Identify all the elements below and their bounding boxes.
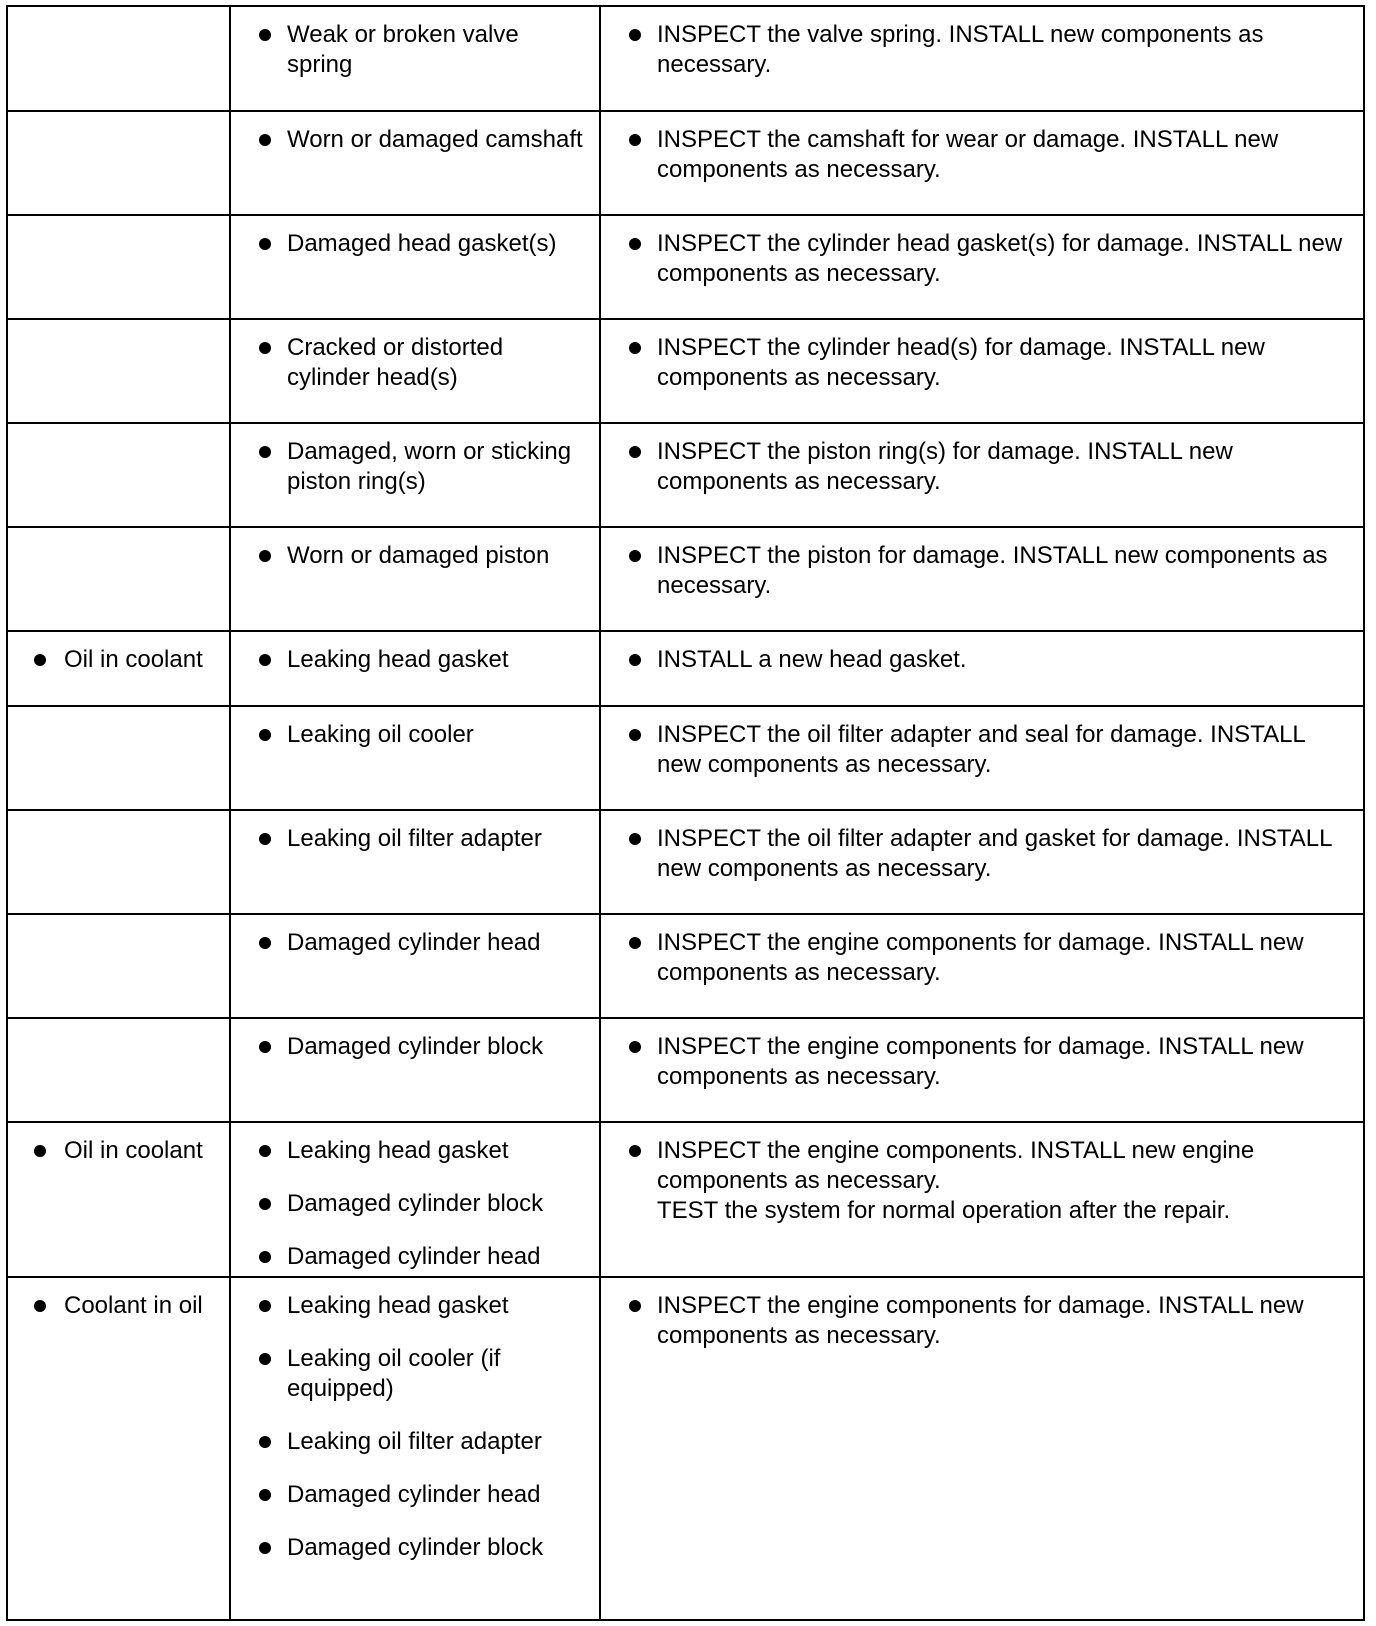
condition-cell bbox=[8, 631, 230, 706]
condition-cell bbox=[8, 1277, 230, 1619]
bullet-icon bbox=[259, 1198, 271, 1210]
cause-text: Leaking head gasket bbox=[287, 1137, 509, 1164]
action-text: INSPECT the engine components for damage. INSTALL new components as necessary. bbox=[657, 929, 1304, 986]
cause-text: Worn or damaged camshaft bbox=[287, 126, 583, 153]
cause-text: Cracked or distorted cylinder head(s) bbox=[287, 334, 504, 391]
cause-text: Damaged cylinder head bbox=[287, 1243, 541, 1270]
action-cell bbox=[600, 527, 1363, 631]
action-text-continued: TEST the system for normal operation after the repair. bbox=[657, 1197, 1231, 1224]
bullet-icon bbox=[259, 550, 271, 562]
table-row bbox=[8, 810, 1363, 914]
bullet-icon bbox=[259, 446, 271, 458]
action-cell bbox=[600, 1277, 1363, 1619]
action-text: INSPECT the cylinder head(s) for damage. INSTALL new components as necessary. bbox=[657, 334, 1265, 391]
cause-text: Damaged cylinder head bbox=[287, 929, 541, 956]
bullet-icon bbox=[259, 937, 271, 949]
cause-cell bbox=[230, 810, 600, 914]
bullet-icon bbox=[629, 342, 641, 354]
cause-text: Damaged cylinder block bbox=[287, 1534, 544, 1561]
symptom-chart-table bbox=[8, 7, 1363, 1619]
action-cell bbox=[600, 706, 1363, 810]
cause-cell bbox=[230, 706, 600, 810]
condition-cell bbox=[8, 7, 230, 111]
action-cell bbox=[600, 7, 1363, 111]
table-row bbox=[8, 7, 1363, 111]
action-cell bbox=[600, 1122, 1363, 1277]
cause-text: Leaking oil cooler (if equipped) bbox=[287, 1345, 501, 1402]
table-row bbox=[8, 215, 1363, 319]
bullet-icon bbox=[259, 1353, 271, 1365]
action-cell bbox=[600, 914, 1363, 1018]
cause-cell bbox=[230, 319, 600, 423]
cause-cell bbox=[230, 111, 600, 215]
cause-cell bbox=[230, 215, 600, 319]
bullet-icon bbox=[629, 729, 641, 741]
bullet-icon bbox=[34, 654, 46, 666]
action-text: INSPECT the engine components for damage. INSTALL new components as necessary. bbox=[657, 1033, 1304, 1090]
cause-text: Leaking head gasket bbox=[287, 646, 509, 673]
condition-cell bbox=[8, 1122, 230, 1277]
bullet-icon bbox=[259, 29, 271, 41]
bullet-icon bbox=[259, 1145, 271, 1157]
bullet-icon bbox=[259, 1542, 271, 1554]
table-row bbox=[8, 527, 1363, 631]
bullet-icon bbox=[629, 29, 641, 41]
bullet-icon bbox=[629, 1041, 641, 1053]
action-cell bbox=[600, 319, 1363, 423]
table-row bbox=[8, 706, 1363, 810]
cause-cell bbox=[230, 914, 600, 1018]
action-cell bbox=[600, 111, 1363, 215]
bullet-icon bbox=[629, 1300, 641, 1312]
condition-cell bbox=[8, 706, 230, 810]
bullet-icon bbox=[259, 654, 271, 666]
bullet-icon bbox=[629, 238, 641, 250]
cause-cell bbox=[230, 631, 600, 706]
condition-text: Oil in coolant bbox=[64, 646, 203, 673]
condition-cell bbox=[8, 914, 230, 1018]
action-cell bbox=[600, 215, 1363, 319]
bullet-icon bbox=[629, 937, 641, 949]
table-row bbox=[8, 914, 1363, 1018]
table-row bbox=[8, 1018, 1363, 1122]
action-text: INSTALL a new head gasket. bbox=[657, 646, 967, 673]
diagnostic-table-page bbox=[6, 5, 1365, 1621]
condition-text: Oil in coolant bbox=[64, 1137, 203, 1164]
bullet-icon bbox=[259, 342, 271, 354]
cause-text: Weak or broken valve spring bbox=[287, 21, 519, 78]
action-text: INSPECT the valve spring. INSTALL new components as necessary. bbox=[657, 21, 1264, 78]
bullet-icon bbox=[629, 1145, 641, 1157]
action-text: INSPECT the cylinder head gasket(s) for damage. INSTALL new components as necessary. bbox=[657, 230, 1343, 287]
bullet-icon bbox=[34, 1145, 46, 1157]
bullet-icon bbox=[259, 1041, 271, 1053]
bullet-icon bbox=[259, 1489, 271, 1501]
table-row bbox=[8, 1277, 1363, 1619]
bullet-icon bbox=[259, 238, 271, 250]
bullet-icon bbox=[629, 134, 641, 146]
bullet-icon bbox=[259, 1251, 271, 1263]
table-row bbox=[8, 319, 1363, 423]
condition-cell bbox=[8, 111, 230, 215]
bullet-icon bbox=[259, 1436, 271, 1448]
condition-text: Coolant in oil bbox=[64, 1292, 203, 1319]
bullet-icon bbox=[259, 134, 271, 146]
condition-cell bbox=[8, 527, 230, 631]
condition-cell bbox=[8, 1018, 230, 1122]
table-row bbox=[8, 423, 1363, 527]
cause-text: Damaged cylinder block bbox=[287, 1033, 544, 1060]
action-text: INSPECT the oil filter adapter and gasket for damage. INSTALL new components as necessary. bbox=[657, 825, 1332, 882]
cause-cell bbox=[230, 1122, 600, 1277]
action-cell bbox=[600, 810, 1363, 914]
bullet-icon bbox=[629, 550, 641, 562]
condition-cell bbox=[8, 319, 230, 423]
action-cell bbox=[600, 631, 1363, 706]
condition-cell bbox=[8, 423, 230, 527]
bullet-icon bbox=[629, 654, 641, 666]
cause-text: Damaged head gasket(s) bbox=[287, 230, 557, 257]
bullet-icon bbox=[259, 1300, 271, 1312]
bullet-icon bbox=[629, 833, 641, 845]
action-text: INSPECT the camshaft for wear or damage. INSTALL new components as necessary. bbox=[657, 126, 1279, 183]
action-text: INSPECT the piston for damage. INSTALL new components as necessary. bbox=[657, 542, 1328, 599]
cause-text: Damaged, worn or sticking piston ring(s) bbox=[287, 438, 572, 495]
action-text: INSPECT the engine components for damage. INSTALL new components as necessary. bbox=[657, 1292, 1304, 1349]
cause-cell bbox=[230, 527, 600, 631]
table-row bbox=[8, 111, 1363, 215]
action-text: INSPECT the engine components. INSTALL new engine components as necessary. bbox=[657, 1137, 1255, 1194]
condition-cell bbox=[8, 810, 230, 914]
bullet-icon bbox=[34, 1300, 46, 1312]
cause-text: Leaking oil filter adapter bbox=[287, 825, 542, 852]
cause-cell bbox=[230, 7, 600, 111]
cause-text: Leaking oil filter adapter bbox=[287, 1428, 542, 1455]
cause-cell bbox=[230, 423, 600, 527]
cause-text: Damaged cylinder head bbox=[287, 1481, 541, 1508]
table-row bbox=[8, 631, 1363, 706]
cause-text: Leaking head gasket bbox=[287, 1292, 509, 1319]
action-text: INSPECT the oil filter adapter and seal for damage. INSTALL new components as necessary. bbox=[657, 721, 1305, 778]
action-text: INSPECT the piston ring(s) for damage. INSTALL new components as necessary. bbox=[657, 438, 1233, 495]
cause-text: Leaking oil cooler bbox=[287, 721, 474, 748]
cause-cell bbox=[230, 1277, 600, 1619]
bullet-icon bbox=[259, 729, 271, 741]
bullet-icon bbox=[629, 446, 641, 458]
condition-cell bbox=[8, 215, 230, 319]
action-cell bbox=[600, 1018, 1363, 1122]
table-row bbox=[8, 1122, 1363, 1277]
cause-text: Damaged cylinder block bbox=[287, 1190, 544, 1217]
action-cell bbox=[600, 423, 1363, 527]
bullet-icon bbox=[259, 833, 271, 845]
cause-cell bbox=[230, 1018, 600, 1122]
cause-text: Worn or damaged piston bbox=[287, 542, 550, 569]
